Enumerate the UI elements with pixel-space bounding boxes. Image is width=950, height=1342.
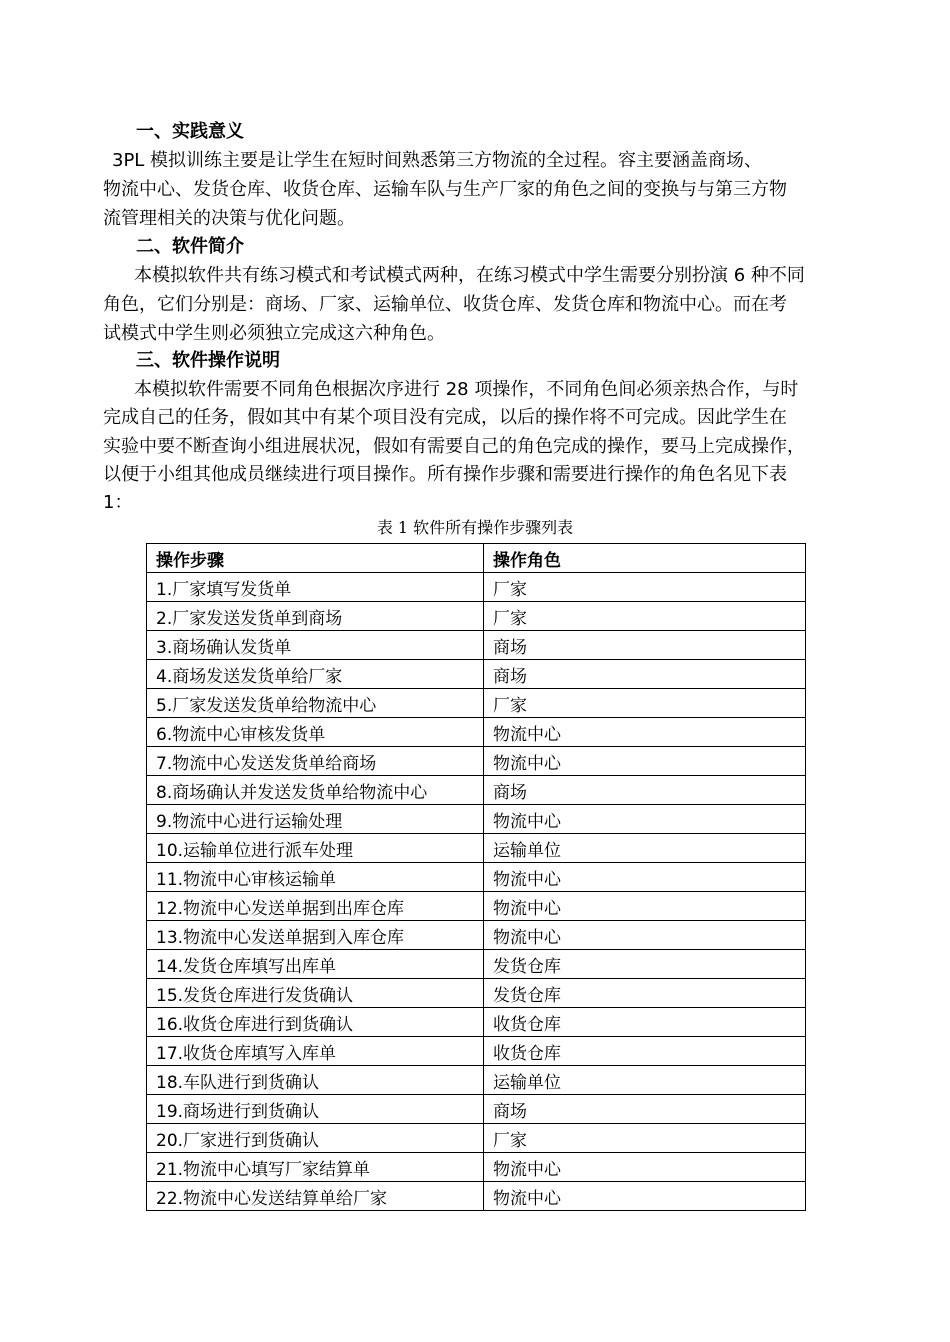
table-row [147, 1008, 806, 1037]
table-row [147, 1095, 806, 1124]
step-cell: 4.商场发送发货单给厂家 [147, 660, 484, 689]
section-heading-practice-significance: 一、实践意义 [136, 121, 244, 142]
step-cell: 9.物流中心进行运输处理 [147, 805, 484, 834]
role-cell: 商场 [484, 660, 806, 689]
table-row [147, 1153, 806, 1182]
role-cell: 发货仓库 [484, 979, 806, 1008]
step-cell: 18.车队进行到货确认 [147, 1066, 484, 1095]
role-cell: 运输单位 [484, 834, 806, 863]
column-header-role: 操作角色 [484, 544, 806, 573]
step-cell: 2.厂家发送发货单到商场 [147, 602, 484, 631]
table-row [147, 660, 806, 689]
section-heading-operation-guide: 三、软件操作说明 [136, 350, 280, 371]
step-cell: 11.物流中心审核运输单 [147, 863, 484, 892]
step-cell: 6.物流中心审核发货单 [147, 718, 484, 747]
table-row [147, 950, 806, 979]
paragraph-line: 物流中心、发货仓库、收货仓库、运输车队与生产厂家的角色之间的变换与与第三方物 [103, 179, 787, 200]
step-cell: 13.物流中心发送单据到入库仓库 [147, 921, 484, 950]
table-row [147, 863, 806, 892]
role-cell: 厂家 [484, 1124, 806, 1153]
table-row [147, 979, 806, 1008]
paragraph-line: 实验中要不断查询小组进展状况，假如有需要自己的角色完成的操作，要马上完成操作， [103, 436, 805, 457]
table-row [147, 892, 806, 921]
section-heading-software-intro: 二、软件简介 [136, 236, 244, 257]
table-row [147, 631, 806, 660]
step-cell: 21.物流中心填写厂家结算单 [147, 1153, 484, 1182]
role-cell: 商场 [484, 776, 806, 805]
column-header-step: 操作步骤 [147, 544, 484, 573]
role-cell: 物流中心 [484, 1153, 806, 1182]
step-cell: 15.发货仓库进行发货确认 [147, 979, 484, 1008]
step-cell: 10.运输单位进行派车处理 [147, 834, 484, 863]
table-row [147, 921, 806, 950]
role-cell: 厂家 [484, 602, 806, 631]
role-cell: 商场 [484, 1095, 806, 1124]
paragraph-line: 以便于小组其他成员继续进行项目操作。所有操作步骤和需要进行操作的角色名见下表 [103, 464, 787, 485]
role-cell: 物流中心 [484, 921, 806, 950]
paragraph-line: 本模拟软件共有练习模式和考试模式两种，在练习模式中学生需要分别扮演 6 种不同 [134, 265, 805, 286]
role-cell: 收货仓库 [484, 1008, 806, 1037]
role-cell: 商场 [484, 631, 806, 660]
step-cell: 7.物流中心发送发货单给商场 [147, 747, 484, 776]
table-row [147, 718, 806, 747]
table-body [147, 573, 806, 1211]
role-cell: 厂家 [484, 573, 806, 602]
step-cell: 3.商场确认发货单 [147, 631, 484, 660]
role-cell: 物流中心 [484, 805, 806, 834]
role-cell: 运输单位 [484, 1066, 806, 1095]
table-row [147, 689, 806, 718]
step-cell: 19.商场进行到货确认 [147, 1095, 484, 1124]
role-cell: 物流中心 [484, 1182, 806, 1211]
role-cell: 物流中心 [484, 863, 806, 892]
role-cell: 物流中心 [484, 718, 806, 747]
step-cell: 8.商场确认并发送发货单给物流中心 [147, 776, 484, 805]
step-cell: 16.收货仓库进行到货确认 [147, 1008, 484, 1037]
role-cell: 物流中心 [484, 892, 806, 921]
table-row [147, 1037, 806, 1066]
step-cell: 17.收货仓库填写入库单 [147, 1037, 484, 1066]
table-row [147, 776, 806, 805]
paragraph-line: 试模式中学生则必须独立完成这六种角色。 [103, 323, 445, 344]
step-cell: 22.物流中心发送结算单给厂家 [147, 1182, 484, 1211]
role-cell: 厂家 [484, 689, 806, 718]
table-row [147, 573, 806, 602]
table-caption: 表 1 软件所有操作步骤列表 [376, 518, 574, 537]
paragraph-line: 角色，它们分别是：商场、厂家、运输单位、收货仓库、发货仓库和物流中心。而在考 [103, 294, 787, 315]
table-row [147, 834, 806, 863]
role-cell: 发货仓库 [484, 950, 806, 979]
table-header-row [147, 544, 806, 573]
role-cell: 物流中心 [484, 747, 806, 776]
paragraph-line: 1： [103, 492, 133, 513]
paragraph-line: 完成自己的任务，假如其中有某个项目没有完成，以后的操作将不可完成。因此学生在 [103, 407, 787, 428]
step-cell: 20.厂家进行到货确认 [147, 1124, 484, 1153]
table-row [147, 1066, 806, 1095]
step-cell: 5.厂家发送发货单给物流中心 [147, 689, 484, 718]
paragraph-line: 流管理相关的决策与优化问题。 [103, 208, 355, 229]
step-cell: 12.物流中心发送单据到出库仓库 [147, 892, 484, 921]
step-cell: 14.发货仓库填写出库单 [147, 950, 484, 979]
operation-steps-table [146, 543, 806, 1211]
paragraph-line: 3PL 模拟训练主要是让学生在短时间熟悉第三方物流的全过程。容主要涵盖商场、 [112, 150, 763, 171]
table-row [147, 1182, 806, 1211]
step-cell: 1.厂家填写发货单 [147, 573, 484, 602]
role-cell: 收货仓库 [484, 1037, 806, 1066]
table-row [147, 805, 806, 834]
table-row [147, 1124, 806, 1153]
paragraph-line: 本模拟软件需要不同角色根据次序进行 28 项操作，不同角色间必须亲热合作，与时 [134, 379, 799, 400]
table-row [147, 747, 806, 776]
table-row [147, 602, 806, 631]
